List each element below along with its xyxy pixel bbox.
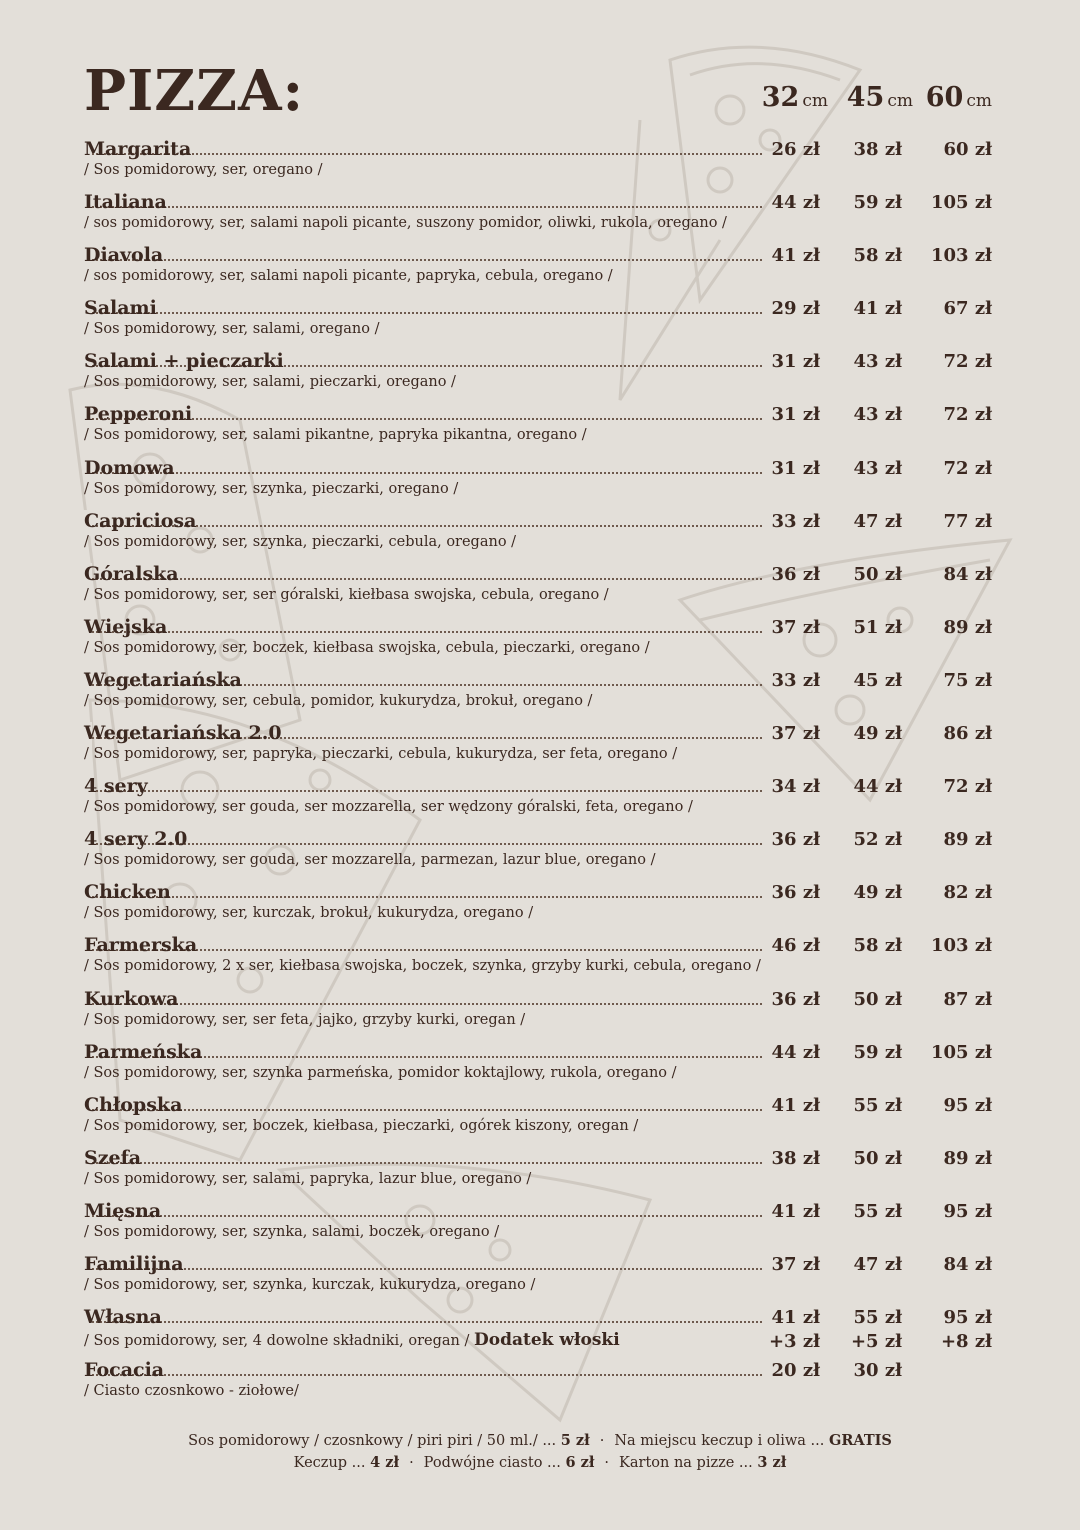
pizza-name: Kurkowa [84,987,179,1010]
pizza-name: Własna [84,1306,162,1329]
menu-item [84,244,994,297]
price-45cm: 55 zł [853,1094,902,1116]
leader-dots [84,1374,762,1376]
price-60cm: 95 zł [943,1200,992,1222]
leader-dots [84,1109,762,1111]
pizza-description: / Sos pomidorowy, ser, ser feta, jajko, grzyby kurki, oregan / [84,1011,526,1028]
pizza-description: / Sos pomidorowy, 2 x ser, kiełbasa swojska, boczek, szynka, grzyby kurki, cebula, oregano / [84,958,761,975]
pizza-description: / Sos pomidorowy, ser, ser góralski, kiełbasa swojska, cebula, oregano / [84,586,609,603]
pizza-description: / Sos pomidorowy, ser, szynka, kurczak, kukurydza, oregano / [84,1276,536,1293]
footer-item: Keczup ... 4 zł [293,1454,400,1471]
price-60cm: 72 zł [943,457,992,479]
price-60cm: 89 zł [943,1147,992,1169]
separator: · [599,1433,605,1449]
pizza-description: / Sos pomidorowy, ser, oregano / [84,162,323,178]
price-45cm: 41 zł [853,298,902,320]
menu-item [84,191,994,244]
pizza-name: Chicken [84,881,171,904]
pizza-name: 4 sery [84,775,148,798]
leader-dots [84,790,762,792]
menu-item [84,1306,994,1359]
price-45cm: 43 zł [853,351,902,373]
pizza-name: Chłopska [84,1093,183,1116]
menu-item [84,934,994,987]
price-32cm: 44 zł [771,192,820,214]
menu-item [84,457,994,510]
footer-item: Karton na pizze ... 3 zł [619,1454,787,1471]
leader-dots [84,472,762,474]
price-45cm: 47 zł [853,1253,902,1275]
price-60cm: 103 zł [931,245,992,267]
price-45cm: 30 zł [853,1360,902,1382]
price-32cm: 36 zł [771,988,820,1010]
price-60cm: 72 zł [943,404,992,426]
pizza-name: Wegetariańska [84,668,242,691]
price-45cm: 43 zł [853,404,902,426]
menu-item [84,1359,994,1412]
leader-dots [84,631,762,633]
pizza-name: Margarita [84,138,192,160]
menu-item [84,563,994,616]
menu-item [84,1041,994,1094]
price-45cm: 58 zł [853,935,902,957]
separator: · [409,1455,414,1471]
price-60cm: 89 zł [943,616,992,638]
pizza-name: Góralska [84,562,179,585]
price-60cm: 89 zł [943,829,992,851]
price-60cm: 95 zł [943,1307,992,1329]
price-32cm: 33 zł [771,669,820,691]
pizza-description: / Sos pomidorowy, ser, szynka, pieczarki, cebula, oregano / [84,533,517,550]
menu-item [84,1253,994,1306]
menu-item [84,988,994,1041]
extra-label: Dodatek włoski [474,1330,620,1351]
pizza-name: 4 sery 2.0 [84,828,188,851]
price-60cm: 60 zł [943,139,992,160]
menu-item [84,1094,994,1147]
footer-line-2 [0,1454,1080,1471]
leader-dots [84,1268,762,1270]
price-32cm: 31 zł [771,457,820,479]
pizza-description: / Sos pomidorowy, ser, boczek, kiełbasa, pieczarki, ogórek kiszony, oregan / [84,1117,639,1134]
pizza-name: Salami [84,297,157,320]
price-60cm: 77 zł [943,510,992,532]
price-32cm: 31 zł [771,404,820,426]
price-32cm: 29 zł [771,298,820,320]
price-45cm: 38 zł [853,139,902,160]
leader-dots [84,1215,762,1217]
price-32cm: 41 zł [771,245,820,267]
leader-dots [84,206,762,208]
menu-item [84,669,994,722]
price-32cm: 38 zł [771,1147,820,1169]
pizza-description: / Sos pomidorowy, ser, salami, pieczarki, oregano / [84,374,456,391]
pizza-description: / Sos pomidorowy, ser, salami, oregano / [84,321,380,338]
price-60cm: 95 zł [943,1094,992,1116]
pizza-name: Wegetariańska 2.0 [84,722,282,745]
price-32cm: 41 zł [771,1200,820,1222]
price-32cm: 26 zł [771,139,820,160]
price-32cm: 20 zł [771,1360,820,1382]
pizza-name: Pepperoni [84,403,193,426]
price-45cm: 50 zł [853,988,902,1010]
pizza-description: / Sos pomidorowy, ser, salami, papryka, lazur blue, oregano / [84,1170,532,1187]
footer-item: Sos pomidorowy / czosnkowy / piri piri / 50 ml./ ... 5 zł [188,1432,590,1449]
pizza-name: Focacia [84,1359,165,1382]
menu-item [84,1200,994,1253]
pizza-name: Wiejska [84,615,168,638]
pizza-description: / Sos pomidorowy, ser gouda, ser mozzarella, parmezan, lazur blue, oregano / [84,852,656,869]
menu-item [84,775,994,828]
price-60cm: 72 zł [943,351,992,373]
price-32cm: 44 zł [771,1041,820,1063]
price-60cm: 105 zł [931,1041,992,1063]
extra-price-45cm: +5 zł [850,1331,902,1353]
pizza-description: / Sos pomidorowy, ser, cebula, pomidor, kukurydza, brokuł, oregano / [84,692,593,709]
pizza-description: / Sos pomidorowy, ser, kurczak, brokuł, kukurydza, oregano / [84,905,534,922]
menu-item [84,297,994,350]
price-32cm: 36 zł [771,882,820,904]
pizza-name: Capriciosa [84,509,197,532]
price-60cm: 72 zł [943,776,992,798]
pizza-name: Domowa [84,456,175,479]
price-60cm: 82 zł [943,882,992,904]
menu-item [84,510,994,563]
price-45cm: 59 zł [853,192,902,214]
price-45cm: 44 zł [853,776,902,798]
size-header-45: 45 cm [846,82,913,113]
leader-dots [84,312,762,314]
leader-dots [84,1162,762,1164]
price-32cm: 37 zł [771,616,820,638]
leader-dots [84,578,762,580]
price-45cm: 49 zł [853,723,902,745]
price-45cm: 55 zł [853,1200,902,1222]
size-header-60: 60 cm [925,82,992,113]
price-60cm: 86 zł [943,723,992,745]
pizza-name: Mięsna [84,1199,162,1222]
menu-item [84,1147,994,1200]
price-45cm: 50 zł [853,563,902,585]
price-32cm: 41 zł [771,1307,820,1329]
price-60cm: 105 zł [931,192,992,214]
menu-item [84,828,994,881]
footer-line-1 [0,1432,1080,1449]
leader-dots [84,896,762,898]
pizza-description: / Sos pomidorowy, ser, szynka, salami, boczek, oregano / [84,1223,500,1240]
pizza-name: Familijna [84,1252,184,1275]
pizza-description: / Sos pomidorowy, ser, 4 dowolne składniki, oregan / Dodatek włoski [84,1330,620,1351]
price-60cm: 67 zł [943,298,992,320]
price-45cm: 55 zł [853,1307,902,1329]
price-32cm: 37 zł [771,1253,820,1275]
price-32cm: 33 zł [771,510,820,532]
price-45cm: 59 zł [853,1041,902,1063]
extra-price-60cm: +8 zł [940,1331,992,1353]
menu-item [84,616,994,669]
price-32cm: 46 zł [771,935,820,957]
price-32cm: 31 zł [771,351,820,373]
price-60cm: 84 zł [943,1253,992,1275]
pizza-description: / sos pomidorowy, ser, salami napoli picante, suszony pomidor, oliwki, rukola, oregano / [84,215,727,232]
pizza-name: Salami + pieczarki [84,350,284,373]
pizza-description: / Ciasto czosnkowo - ziołowe/ [84,1383,299,1400]
price-45cm: 51 zł [853,616,902,638]
price-45cm: 47 zł [853,510,902,532]
menu-item [84,722,994,775]
pizza-name: Parmeńska [84,1040,203,1063]
leader-dots [84,259,762,261]
pizza-description: / Sos pomidorowy, ser, boczek, kiełbasa swojska, cebula, pieczarki, oregano / [84,639,650,656]
pizza-description: / Sos pomidorowy, ser gouda, ser mozzarella, ser wędzony góralski, feta, oregano / [84,799,693,816]
extra-price-32cm: +3 zł [768,1331,820,1353]
price-32cm: 36 zł [771,829,820,851]
price-32cm: 36 zł [771,563,820,585]
pizza-name: Diavola [84,244,164,267]
price-45cm: 45 zł [853,669,902,691]
pizza-description: / Sos pomidorowy, ser, szynka, pieczarki, oregano / [84,480,459,497]
menu-item [84,403,994,456]
pizza-description: / sos pomidorowy, ser, salami napoli picante, papryka, cebula, oregano / [84,268,613,285]
menu-item [84,350,994,403]
separator: · [604,1455,610,1471]
pizza-description: / Sos pomidorowy, ser, papryka, pieczarki, cebula, kukurydza, ser feta, oregano / [84,746,678,763]
price-32cm: 37 zł [771,723,820,745]
price-45cm: 52 zł [853,829,902,851]
menu-item [84,881,994,934]
price-45cm: 43 zł [853,457,902,479]
price-45cm: 58 zł [853,245,902,267]
footer-item: Podwójne ciasto ... 6 zł [423,1454,595,1471]
price-32cm: 34 zł [771,776,820,798]
price-45cm: 49 zł [853,882,902,904]
pizza-name: Farmerska [84,934,198,957]
price-60cm: 103 zł [931,935,992,957]
menu-item [84,138,994,191]
price-45cm: 50 zł [853,1147,902,1169]
price-32cm: 41 zł [771,1094,820,1116]
pizza-list [84,138,994,1412]
pizza-name: Italiana [84,191,167,214]
pizza-name: Szefa [84,1146,142,1169]
size-header-32: 32 cm [761,82,828,113]
footer-item: Na miejscu keczup i oliwa ... GRATIS [614,1432,892,1449]
leader-dots [84,1321,762,1323]
leader-dots [84,1003,762,1005]
page-title: PIZZA: [84,58,305,124]
price-60cm: 75 zł [943,669,992,691]
price-60cm: 87 zł [943,988,992,1010]
price-60cm: 84 zł [943,563,992,585]
pizza-description: / Sos pomidorowy, ser, salami pikantne, papryka pikantna, oregano / [84,427,587,444]
pizza-description: / Sos pomidorowy, ser, szynka parmeńska, pomidor koktajlowy, rukola, oregano / [84,1064,677,1081]
